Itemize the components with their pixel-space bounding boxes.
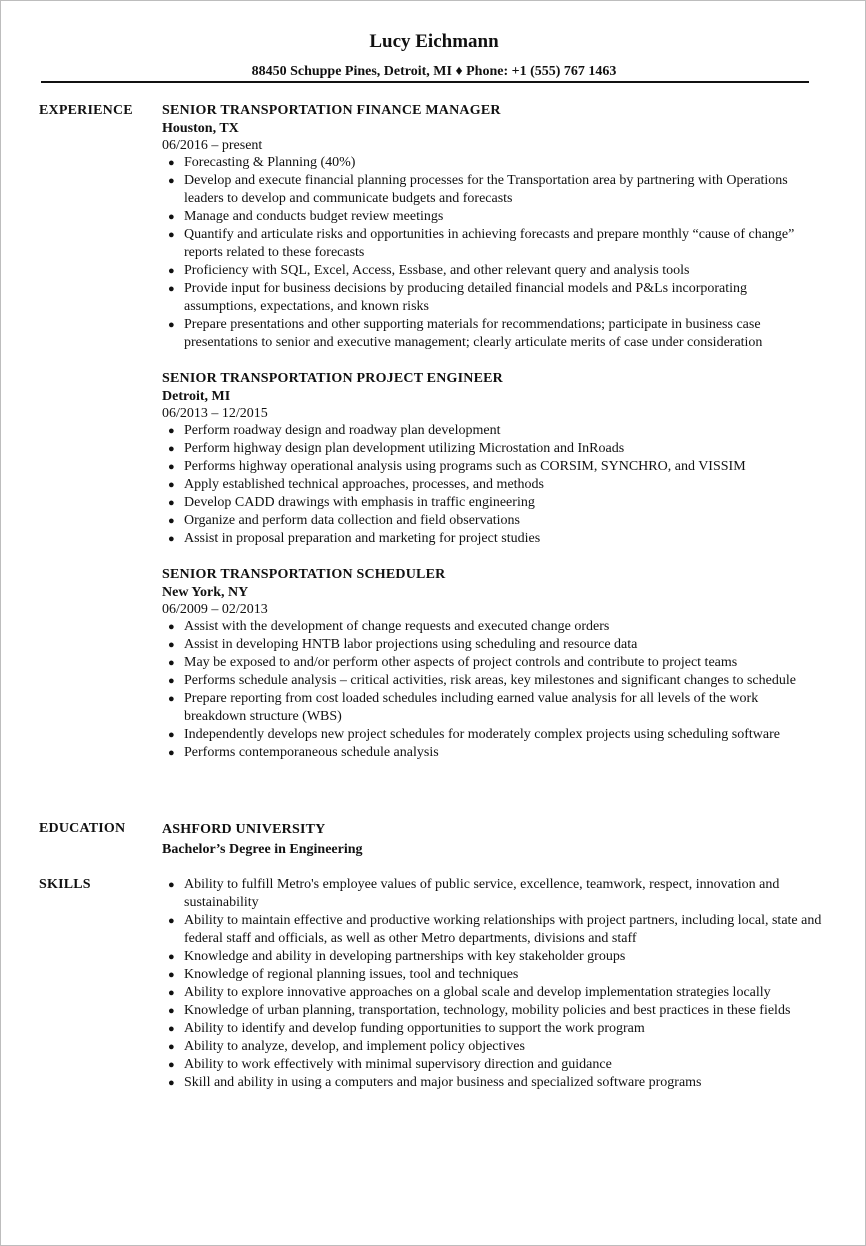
duty-item: [162, 226, 822, 262]
bullet-icon: ●: [168, 1077, 175, 1089]
duty-text: Perform highway design plan development utilizing Microstation and InRoads: [184, 441, 625, 456]
bullet-icon: ●: [168, 461, 175, 473]
duty-item: [162, 280, 822, 316]
duty-item: [162, 672, 822, 690]
job-dates: 06/2009 – 02/2013: [162, 602, 268, 617]
bullet-icon: ●: [168, 157, 175, 169]
section-label-skills: SKILLS: [39, 877, 91, 892]
bullet-icon: ●: [168, 515, 175, 527]
duty-item: [162, 530, 822, 548]
skill-text: Ability to analyze, develop, and implement policy objectives: [184, 1039, 525, 1054]
duty-item: [162, 262, 822, 280]
duty-item: [162, 440, 822, 458]
skill-text: Ability to maintain effective and productive working relationships with project partners, including local, state and federal staff and officials, as well as other Metro departments, divisions and staff: [184, 913, 822, 946]
bullet-icon: ●: [168, 657, 175, 669]
bullet-icon: ●: [168, 621, 175, 633]
education-entry: [162, 820, 822, 860]
skill-item: [162, 912, 822, 948]
bullet-icon: ●: [168, 1041, 175, 1053]
skill-text: Skill and ability in using a computers and major business and specialized software programs: [184, 1075, 702, 1090]
duty-text: Develop CADD drawings with emphasis in traffic engineering: [184, 495, 535, 510]
bullet-icon: ●: [168, 283, 175, 295]
duty-item: [162, 494, 822, 512]
bullet-icon: ●: [168, 497, 175, 509]
section-label-experience: EXPERIENCE: [39, 103, 133, 118]
bullet-icon: ●: [168, 211, 175, 223]
bullet-icon: ●: [168, 533, 175, 545]
skill-text: Ability to identify and develop funding opportunities to support the work program: [184, 1021, 645, 1036]
job-duties: [162, 422, 822, 548]
duty-item: [162, 316, 822, 352]
duty-text: Assist with the development of change requests and executed change orders: [184, 619, 610, 634]
duty-text: May be exposed to and/or perform other aspects of project controls and contribute to project teams: [184, 655, 738, 670]
skill-item: [162, 1074, 822, 1092]
duty-text: Performs highway operational analysis using programs such as CORSIM, SYNCHRO, and VISSIM: [184, 459, 746, 474]
job-entry: [162, 102, 822, 352]
skill-item: [162, 1056, 822, 1074]
school-name: ASHFORD UNIVERSITY: [162, 822, 326, 837]
skill-item: [162, 1020, 822, 1038]
job-duties: [162, 618, 822, 762]
bullet-icon: ●: [168, 639, 175, 651]
header-divider: [41, 81, 809, 83]
duty-item: [162, 636, 822, 654]
skill-item: [162, 876, 822, 912]
job-title: SENIOR TRANSPORTATION SCHEDULER: [162, 567, 446, 582]
bullet-icon: ●: [168, 479, 175, 491]
bullet-icon: ●: [168, 987, 175, 999]
duty-text: Performs schedule analysis – critical activities, risk areas, key milestones and significant changes to schedule: [184, 673, 796, 688]
duty-item: [162, 618, 822, 636]
bullet-icon: ●: [168, 915, 175, 927]
bullet-icon: ●: [168, 675, 175, 687]
skills-list: [162, 876, 822, 1092]
skill-text: Knowledge of urban planning, transportation, technology, mobility policies and best practices in these fields: [184, 1003, 791, 1018]
bullet-icon: ●: [168, 443, 175, 455]
bullet-icon: ●: [168, 175, 175, 187]
job-entry: [162, 370, 822, 548]
skill-text: Ability to fulfill Metro's employee values of public service, excellence, teamwork, respect, innovation and sustainability: [184, 877, 780, 910]
duty-item: [162, 726, 822, 744]
bullet-icon: ●: [168, 425, 175, 437]
section-label-education: EDUCATION: [39, 821, 126, 836]
skill-text: Ability to explore innovative approaches on a global scale and develop implementation strategies locally: [184, 985, 771, 1000]
degree-name: Bachelor’s Degree in Engineering: [162, 842, 363, 857]
bullet-icon: ●: [168, 969, 175, 981]
bullet-icon: ●: [168, 1023, 175, 1035]
duty-item: [162, 422, 822, 440]
bullet-icon: ●: [168, 1005, 175, 1017]
duty-text: Manage and conducts budget review meetings: [184, 209, 444, 224]
skill-item: [162, 1038, 822, 1056]
duty-text: Assist in proposal preparation and marketing for project studies: [184, 531, 541, 546]
skill-item: [162, 966, 822, 984]
bullet-icon: ●: [168, 693, 175, 705]
skill-item: [162, 948, 822, 966]
bullet-icon: ●: [168, 265, 175, 277]
duty-text: Prepare presentations and other supporting materials for recommendations; participate in business case presentations to senior and executive management; clearly articulate merits of case under consideration: [184, 317, 763, 350]
job-title: SENIOR TRANSPORTATION PROJECT ENGINEER: [162, 371, 503, 386]
duty-item: [162, 458, 822, 476]
job-location: Houston, TX: [162, 121, 239, 136]
duty-text: Provide input for business decisions by producing detailed financial models and P&Ls incorporating assumptions, expectations, and known risks: [184, 281, 748, 314]
skill-text: Knowledge and ability in developing partnerships with key stakeholder groups: [184, 949, 626, 964]
experience-list: [162, 102, 822, 780]
bullet-icon: ●: [168, 1059, 175, 1071]
duty-text: Independently develops new project schedules for moderately complex projects using scheduling software: [184, 727, 780, 742]
job-entry: [162, 566, 822, 762]
duty-text: Assist in developing HNTB labor projections using scheduling and resource data: [184, 637, 638, 652]
job-dates: 06/2013 – 12/2015: [162, 406, 268, 421]
duty-text: Performs contemporaneous schedule analysis: [184, 745, 439, 760]
skill-text: Knowledge of regional planning issues, tool and techniques: [184, 967, 519, 982]
duty-item: [162, 744, 822, 762]
bullet-icon: ●: [168, 729, 175, 741]
job-duties: [162, 154, 822, 352]
duty-text: Forecasting & Planning (40%): [184, 155, 356, 170]
duty-item: [162, 654, 822, 672]
duty-item: [162, 208, 822, 226]
job-title: SENIOR TRANSPORTATION FINANCE MANAGER: [162, 103, 501, 118]
bullet-icon: ●: [168, 879, 175, 891]
bullet-icon: ●: [168, 319, 175, 331]
bullet-icon: ●: [168, 951, 175, 963]
duty-text: Perform roadway design and roadway plan development: [184, 423, 501, 438]
contact-line: 88450 Schuppe Pines, Detroit, MI ♦ Phone: +1 (555) 767 1463: [251, 64, 617, 79]
duty-item: [162, 172, 822, 208]
duty-item: [162, 476, 822, 494]
job-dates: 06/2016 – present: [162, 138, 263, 153]
skill-items: [162, 876, 822, 1092]
duty-text: Prepare reporting from cost loaded schedules including earned value analysis for all levels of the work breakdown structure (WBS): [184, 691, 759, 724]
job-location: New York, NY: [162, 585, 249, 600]
duty-text: Develop and execute financial planning processes for the Transportation area by partnering with Operations leaders to develop and communicate budgets and forecasts: [184, 173, 788, 206]
skill-item: [162, 1002, 822, 1020]
skill-item: [162, 984, 822, 1002]
duty-text: Quantify and articulate risks and opportunities in achieving forecasts and prepare monthly “cause of change” reports related to these forecasts: [184, 227, 795, 260]
candidate-name: Lucy Eichmann: [369, 31, 499, 52]
duty-text: Proficiency with SQL, Excel, Access, Essbase, and other relevant query and analysis tools: [184, 263, 690, 278]
duty-item: [162, 154, 822, 172]
bullet-icon: ●: [168, 229, 175, 241]
duty-text: Organize and perform data collection and field observations: [184, 513, 521, 528]
bullet-icon: ●: [168, 747, 175, 759]
duty-item: [162, 690, 822, 726]
job-location: Detroit, MI: [162, 389, 231, 404]
duty-item: [162, 512, 822, 530]
duty-text: Apply established technical approaches, processes, and methods: [184, 477, 545, 492]
skill-text: Ability to work effectively with minimal supervisory direction and guidance: [184, 1057, 612, 1072]
